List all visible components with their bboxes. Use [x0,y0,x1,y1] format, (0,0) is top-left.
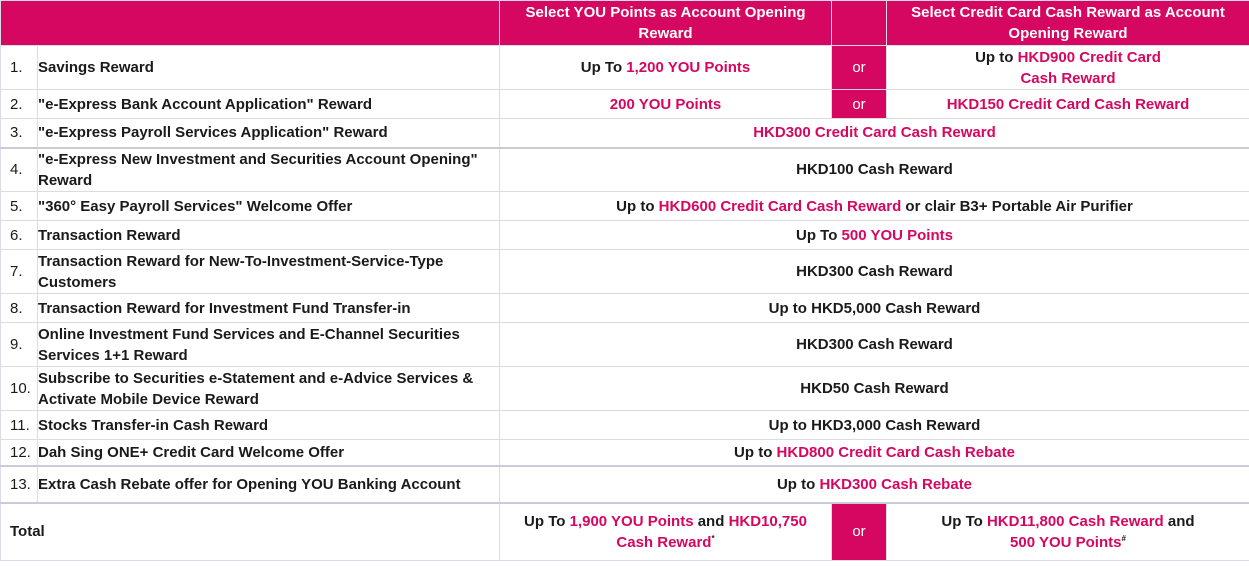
reward-value: HKD100 Cash Reward [500,148,1249,192]
or-badge: or [832,90,887,119]
value-highlight: HKD300 Cash Rebate [819,475,973,493]
row-number: 12. [1,440,38,466]
value-highlight: HKD10,750 [728,512,807,530]
or-badge: or [832,503,887,561]
footnote-marker: * [711,533,715,543]
row-label: Transaction Reward for New-To-Investment-Service-Type Customers [38,250,500,294]
table-row [1,148,1249,192]
value-text: and [693,512,729,530]
table-row [1,323,1249,367]
value-highlight: HKD900 Credit Card [1017,48,1161,66]
row-label: Stocks Transfer-in Cash Reward [38,411,500,440]
row-number: 6. [1,221,38,250]
table-row [1,440,1249,466]
reward-value [500,440,1249,466]
row-number: 10. [1,367,38,411]
table-row [1,250,1249,294]
value-text: Up to [734,443,777,461]
table-row [1,90,1249,119]
row-number: 8. [1,294,38,323]
row-label: Subscribe to Securities e-Statement and e-Advice Services & Activate Mobile Device Reward [38,367,500,411]
value-text: Up to [616,197,659,215]
header-row [1,1,1249,46]
header-blank-cell [1,1,500,46]
row-number: 13. [1,466,38,503]
header-or-spacer [832,1,887,46]
header-cash-reward: Select Credit Card Cash Reward as Account Opening Reward [887,1,1249,46]
value-text: Up to [975,48,1018,66]
value-highlight: HKD600 Credit Card Cash Reward [658,197,902,215]
reward-value: HKD300 Credit Card Cash Reward [500,119,1249,148]
value-text: Up To [941,512,987,530]
row-label: Transaction Reward [38,221,500,250]
reward-value: HKD300 Cash Reward [500,250,1249,294]
cash-reward-value [887,46,1249,90]
value-text: Up to [776,475,820,493]
row-number: 1. [1,46,38,90]
row-number: 3. [1,119,38,148]
row-label: Dah Sing ONE+ Credit Card Welcome Offer [38,440,500,466]
table-row [1,367,1249,411]
you-points-value [500,46,832,90]
value-highlight: HKD11,800 Cash Reward [986,512,1164,530]
row-label: "e-Express Payroll Services Application" Reward [38,119,500,148]
table-row [1,294,1249,323]
cash-reward-value: HKD150 Credit Card Cash Reward [887,90,1249,119]
table-row [1,192,1249,221]
row-number: 4. [1,148,38,192]
row-label: Extra Cash Rebate offer for Opening YOU Banking Account [38,466,500,503]
row-label: Savings Reward [38,46,500,90]
row-number: 2. [1,90,38,119]
row-number: 5. [1,192,38,221]
or-badge: or [832,46,887,90]
value-highlight: 500 YOU Points [1010,533,1122,551]
value-highlight: Cash Reward [1020,69,1116,87]
reward-value: Up to HKD3,000 Cash Reward [500,411,1249,440]
row-number: 7. [1,250,38,294]
reward-value: HKD300 Cash Reward [500,323,1249,367]
total-row [1,503,1249,561]
reward-value [500,192,1249,221]
row-label: "e-Express New Investment and Securities Account Opening" Reward [38,148,500,192]
header-you-points: Select YOU Points as Account Opening Reward [500,1,832,46]
row-label: Transaction Reward for Investment Fund Transfer-in [38,294,500,323]
table-row [1,466,1249,503]
value-text: or clair B3+ Portable Air Purifier [901,197,1133,215]
total-label: Total [1,503,500,561]
table-row [1,411,1249,440]
value-highlight: 1,200 YOU Points [626,59,751,76]
footnote-marker: # [1121,533,1126,543]
row-label: "e-Express Bank Account Application" Reward [38,90,500,119]
total-you-points-value [500,503,832,561]
table-row [1,46,1249,90]
table-row [1,221,1249,250]
value-highlight: 1,900 YOU Points [569,512,694,530]
value-highlight: HKD800 Credit Card Cash Rebate [776,443,1015,461]
reward-value: HKD50 Cash Reward [500,367,1249,411]
reward-value [500,221,1249,250]
value-text: Up To [796,226,842,244]
row-number: 11. [1,411,38,440]
total-cash-reward-value [887,503,1249,561]
value-highlight: 500 YOU Points [841,226,953,244]
table-row [1,119,1249,148]
row-number: 9. [1,323,38,367]
value-text: Up To [524,512,570,530]
reward-value: Up to HKD5,000 Cash Reward [500,294,1249,323]
value-highlight: Cash Reward [616,533,712,551]
value-text: Up To [580,59,627,76]
reward-value [500,466,1249,503]
row-label: Online Investment Fund Services and E-Channel Securities Services 1+1 Reward [38,323,500,367]
row-label: "360° Easy Payroll Services" Welcome Offer [38,192,500,221]
value-text: and [1163,512,1195,530]
you-points-value: 200 YOU Points [500,90,832,119]
